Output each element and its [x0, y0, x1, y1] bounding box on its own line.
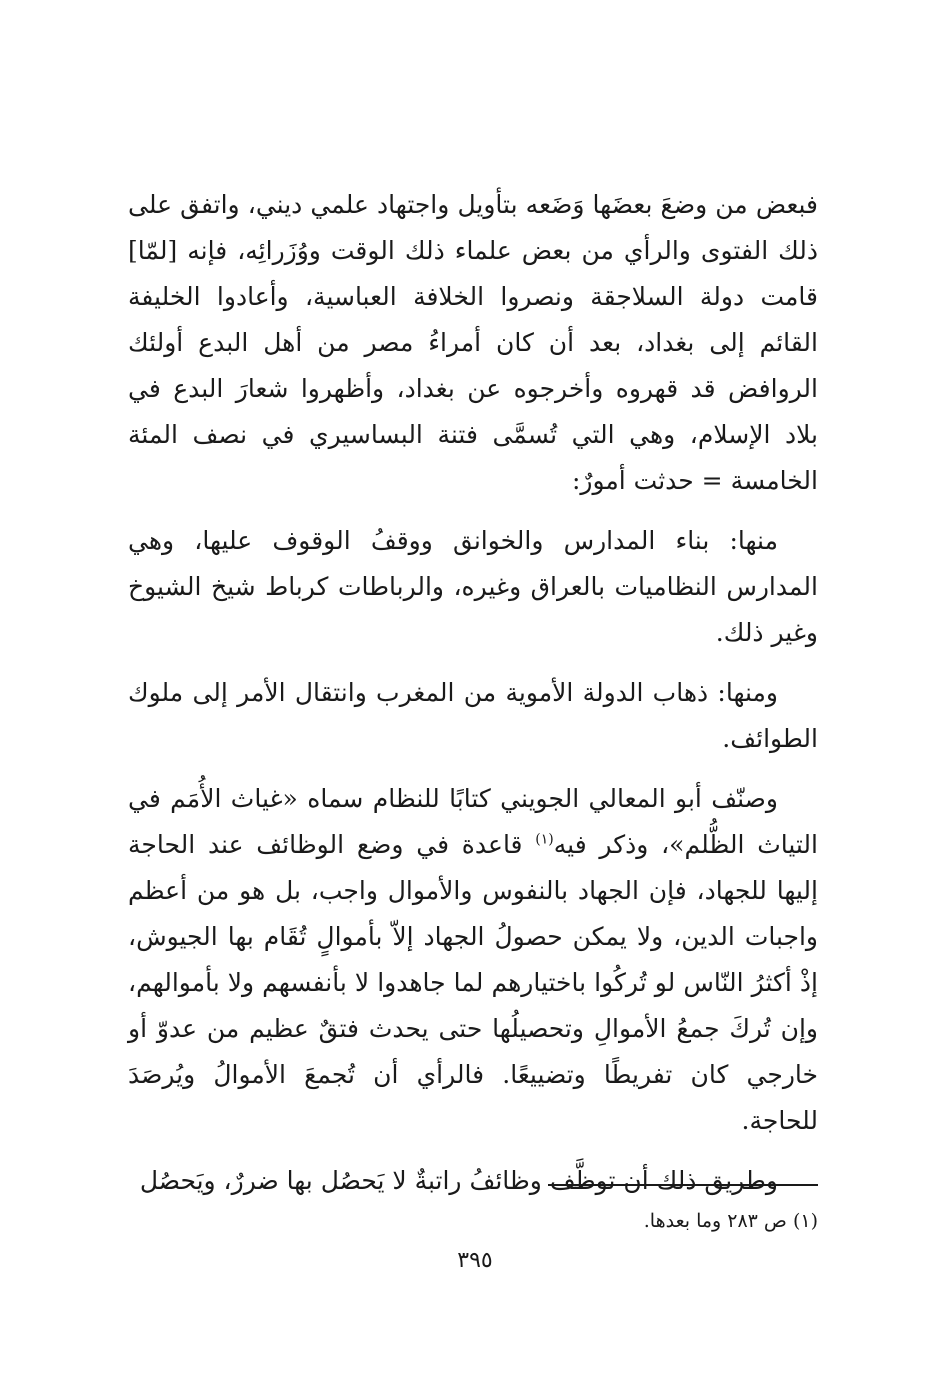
- paragraph-umayyad-west: ومنها: ذهاب الدولة الأموية من المغرب وانتقال الأمر إلى ملوك الطوائف.: [128, 678, 818, 753]
- page-body: [128, 182, 818, 1204]
- page-number: ٣٩٥: [457, 1248, 493, 1273]
- paragraph-seljuk-events: فبعض من وضعَ بعضَها وَضَعه بتأويل واجتهاد علمي ديني، واتفق على ذلك الفتوى والرأي من بعض علماء ذلك الوقت ووُزَرائِه، فإنه [لمّا] قامت دولة السلاجقة ونصروا الخلافة العباسية، وأعادوا الخليفة القائم إلى بغداد، بعد أن كان أمراءُ مصر من أهل البدع أولئك الروافض قد قهروه وأخرجوه عن بغداد، وأظهروا شعارَ البدع في بلاد الإسلام، وهي التي تُسمَّى فتنة البساسيري في نصف المئة الخامسة = حدثت أمورٌ:: [128, 190, 818, 495]
- juwayni-text-before-ref: وصنّف أبو المعالي الجويني كتابًا للنظام سماه «غياث الأُمَم في التياث الظُّلم»، وذكر فيه: [128, 784, 818, 859]
- paragraph-method: وطريق ذلك أن توظَّف وظائفُ راتبةٌ لا يَحصُل بها ضررٌ، ويَحصُل: [139, 1166, 778, 1195]
- paragraph-madrasas: منها: بناء المدارس والخوانق ووقفُ الوقوف عليها، وهي المدارس النظاميات بالعراق وغيره، والرباطات كرباط شيخ الشيوخ وغير ذلك.: [128, 526, 818, 647]
- paragraph-juwayni: [128, 776, 818, 1144]
- footnote-reference-marker: (١): [535, 831, 554, 848]
- footnote: (١) ص ٢٨٣ وما بعدها.: [643, 1210, 818, 1232]
- juwayni-text-after-ref: قاعدة في وضع الوظائف عند الحاجة إليها للجهاد، فإن الجهاد بالنفوس والأموال واجب، بل هو من أعظم واجبات الدين، ولا يمكن حصولُ الجهاد إلاّ بأموالٍ تُقَام بها الجيوش، إذْ أكثرُ النّاس لو تُركُوا باختيارهم لما جاهدوا لا بأنفسهم ولا بأموالهم، وإن تُركَ جمعُ الأموالِ وتحصيلُها حتى يحدث فتقٌ عظيم من عدوّ أو خارجي كان تفريطًا وتضييعًا. فالرأي أن تُجمعَ الأموالُ ويُرصَدَ للحاجة.: [128, 830, 818, 1135]
- footnote-divider: [548, 1184, 818, 1186]
